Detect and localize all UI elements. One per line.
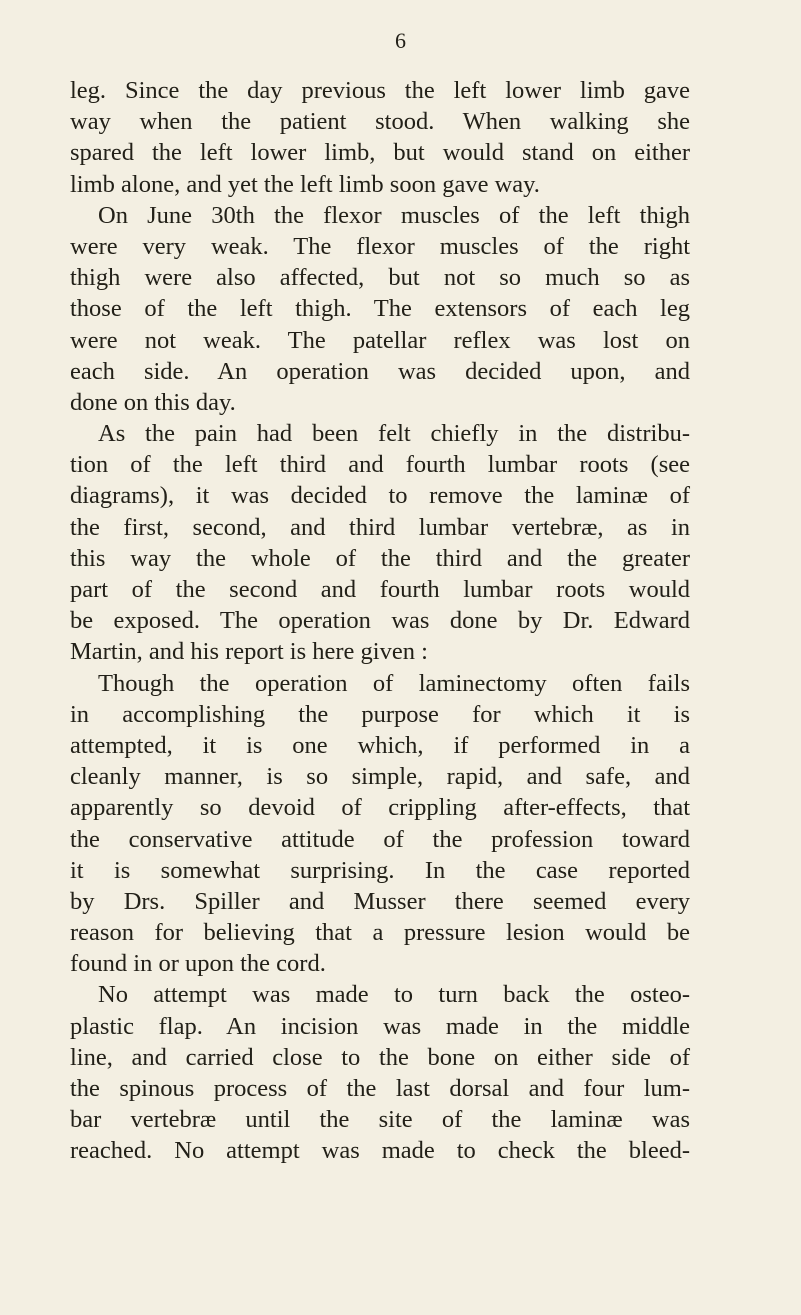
- text-line: Martin, and his report is here given :: [70, 638, 428, 666]
- text-line: part of the second and fourth lumbar roots would: [70, 576, 690, 603]
- text-line: No attempt was made to turn back the osteo-: [98, 981, 690, 1009]
- text-line: limb alone, and yet the left limb soon gave way.: [70, 170, 540, 198]
- text-line: line, and carried close to the bone on either side of: [70, 1043, 690, 1071]
- body-text: [70, 75, 690, 1167]
- text-line: thigh were also affected, but not so much so as: [70, 264, 690, 292]
- text-line: were very weak. The flexor muscles of the right: [70, 232, 690, 260]
- text-line: it is somewhat surprising. In the case reported: [70, 856, 690, 884]
- text-line: the first, second, and third lumbar vertebræ, as in: [70, 513, 690, 541]
- text-line: spared the left lower limb, but would stand on either: [70, 139, 690, 167]
- text-line: leg. Since the day previous the left lower limb gave: [70, 77, 690, 104]
- text-line: those of the left thigh. The extensors of each leg: [70, 295, 690, 323]
- text-line: As the pain had been felt chiefly in the distribu-: [98, 420, 690, 448]
- text-line: this way the whole of the third and the greater: [70, 544, 690, 572]
- text-line: cleanly manner, is so simple, rapid, and safe, and: [70, 763, 690, 791]
- text-line: tion of the left third and fourth lumbar roots (see: [70, 451, 690, 479]
- text-line: bar vertebræ until the site of the laminæ was: [70, 1106, 690, 1134]
- text-line: On June 30th the flexor muscles of the left thigh: [98, 201, 690, 229]
- text-line: the conservative attitude of the profession toward: [70, 825, 690, 853]
- text-line: plastic flap. An incision was made in the middle: [70, 1012, 690, 1040]
- text-line: be exposed. The operation was done by Dr. Edward: [70, 607, 690, 635]
- text-line: done on this day.: [70, 388, 236, 416]
- page-number: 6: [395, 28, 406, 53]
- text-line: each side. An operation was decided upon, and: [70, 357, 690, 385]
- text-line: apparently so devoid of crippling after-effects, that: [70, 794, 690, 822]
- text-line: reached. No attempt was made to check the bleed-: [70, 1137, 690, 1165]
- text-line: reason for believing that a pressure lesion would be: [70, 919, 690, 947]
- text-line: way when the patient stood. When walking she: [70, 108, 690, 136]
- text-line: attempted, it is one which, if performed in a: [70, 731, 690, 759]
- text-line: diagrams), it was decided to remove the laminæ of: [70, 482, 690, 510]
- text-line: by Drs. Spiller and Musser there seemed every: [70, 887, 690, 915]
- text-line: were not weak. The patellar reflex was lost on: [70, 326, 690, 354]
- text-line: found in or upon the cord.: [70, 950, 326, 978]
- text-line: Though the operation of laminectomy often fails: [98, 669, 690, 697]
- text-line: in accomplishing the purpose for which it is: [70, 700, 690, 728]
- text-line: the spinous process of the last dorsal and four lum-: [70, 1075, 690, 1102]
